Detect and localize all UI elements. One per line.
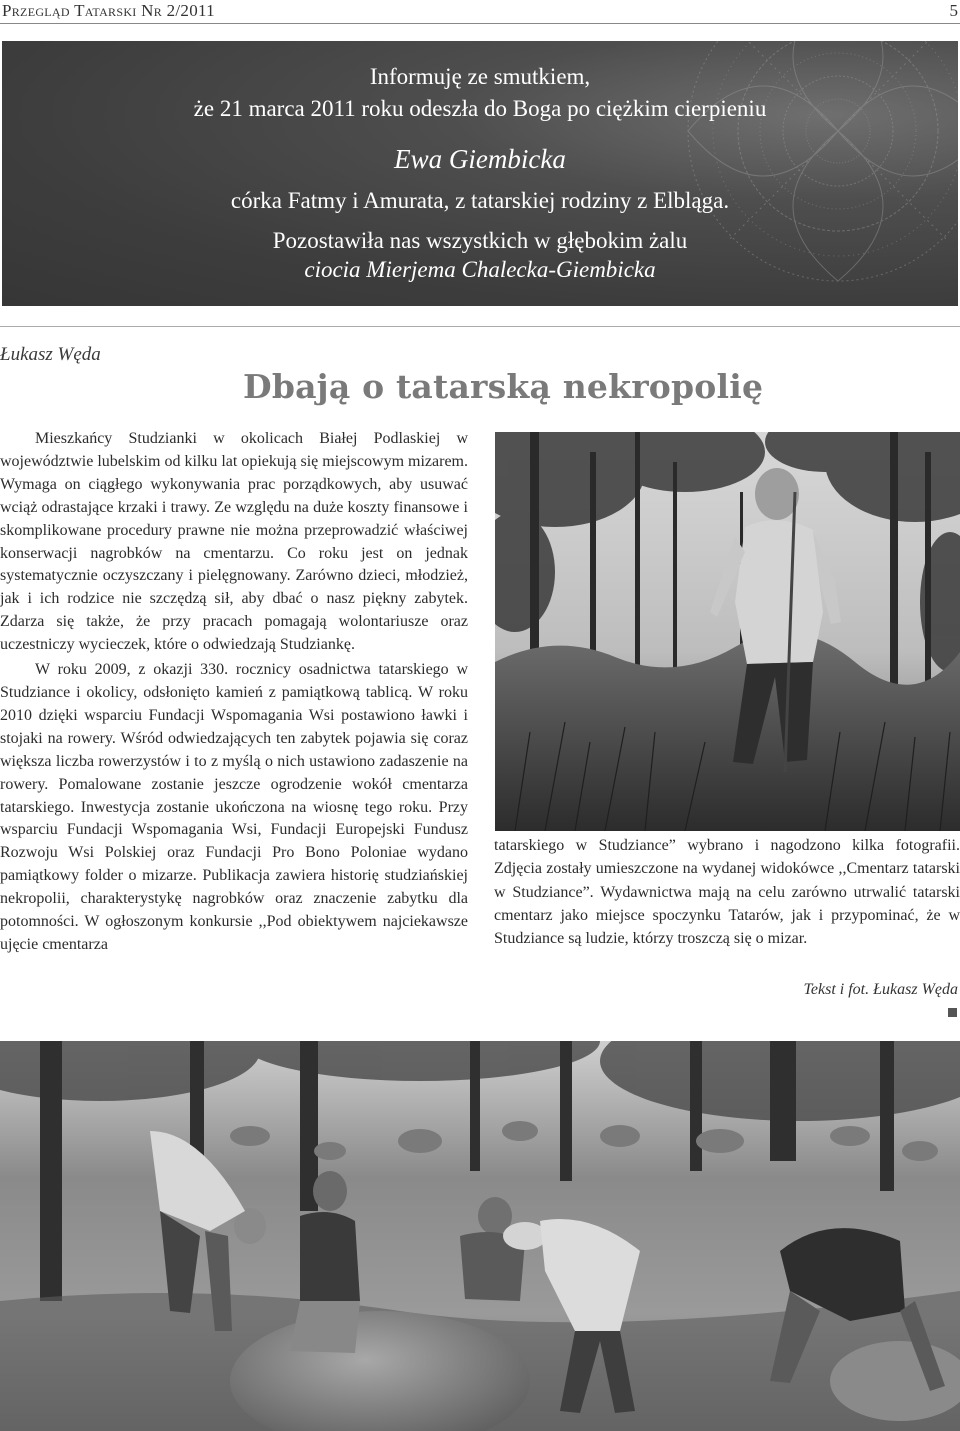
article-continuation bbox=[494, 834, 960, 950]
running-header bbox=[0, 0, 960, 28]
photo-volunteers-cleaning-cemetery bbox=[0, 1041, 960, 1431]
obituary-date-line: że 21 marca 2011 roku odeszła do Boga po ciężkim cierpieniu bbox=[193, 96, 767, 121]
photo-man-clearing-cemetery bbox=[495, 432, 960, 831]
obituary-family-line: córka Fatmy i Amurata, z tatarskiej rodziny z Elbląga. bbox=[230, 188, 730, 213]
obituary-signature: ciocia Mierjema Chalecka-Giembicka bbox=[304, 257, 656, 282]
article-author: Łukasz Węda bbox=[0, 344, 101, 365]
page-number: 5 bbox=[949, 1, 958, 20]
obituary-grief-line: Pozostawiła nas wszystkich w głębokim żalu bbox=[272, 228, 688, 253]
obituary-banner bbox=[2, 41, 958, 306]
article-paragraph: W roku 2009, z okazji 330. rocznicy osadnictwa tatarskiego w Studziance i okolicy, odsłonięto kamień z pamiątkową tablicą. W roku 2010 dzięki wsparciu Fundacji Wspomagania Wsi postawiono ławki i stojaki na rowery. Wśród odwiedzających ten zabytek pojawia się coraz większa liczba rowerzystów i to z myślą o nich ustawiono zadaszenie na rowery. Pomalowane zostanie jeszcze ogrodzenie wokół cmentarza tatarskiego. Inwestycja zostanie ukończona na wiosnę tego roku. Przy wsparciu Fundacji Wspomagania Wsi, Fundacji Europejski Fundusz Rozwoju Wsi Polskiej oraz Fundacji Pro Bono Poloniae wydano pamiątkowy folder o mizarze. Publikacja zawiera historię studziańskiej nekropolii, charakterystykę nagrobków oraz znaczenie zabytku dla potomności. W ogłoszonym konkursie ,,Pod obiektywem najciekawsze ujęcie cmentarza bbox=[0, 661, 468, 953]
journal-title: Przegląd Tatarski Nr 2/2011 bbox=[2, 1, 215, 20]
section-separator bbox=[0, 326, 960, 327]
article-paragraph: tatarskiego w Studziance” wybrano i nagodzono kilka fotografii. Zdjęcia zostały umieszczone na wydanej widokówce ,,Cmentarz tatarski w Studziance”. Wydawnictwa mają na celu zarówno utrwalić tatarski cmentarz jako miejsce spoczynku Tatarów, jak i przypominać, że w Studziance są ludzie, którzy troszczą się o mizar. bbox=[494, 837, 960, 948]
end-of-article-mark bbox=[948, 1008, 957, 1017]
deceased-name: Ewa Giembicka bbox=[394, 144, 566, 174]
article-paragraph: Mieszkańcy Studzianki w okolicach Białej Podlaskiej w województwie lubelskim od kilku lat opiekują się miejscowym mizarem. Wymaga on ciągłego wykonywania prac porządkowych, aby usuwać wciąż odrastające krzaki i trawy. Ze względu na duże koszty finansowe i skomplikowane procedury prawne nie można przeprowadzić właściwej konserwacji nagrobków na cmentarzu. Co roku jest on jednak systematycznie oczyszczany i pielęgnowany. Zarówno dzieci, młodzież, jak i ich rodzice nie szczędzą sił, aby dbać o nasz piękny zabytek. Zdarza się także, że przy pracach pomagają wolontariusze oraz uczestniczy wycieczek, które o odwiedzają Studziankę. bbox=[0, 430, 468, 654]
obituary-intro: Informuję ze smutkiem, bbox=[369, 64, 591, 89]
article-body bbox=[0, 428, 468, 957]
header-rule bbox=[0, 23, 960, 24]
article-title: Dbają o tatarską nekropolię bbox=[243, 367, 764, 406]
article-byline: Tekst i fot. Łukasz Węda bbox=[803, 981, 958, 998]
